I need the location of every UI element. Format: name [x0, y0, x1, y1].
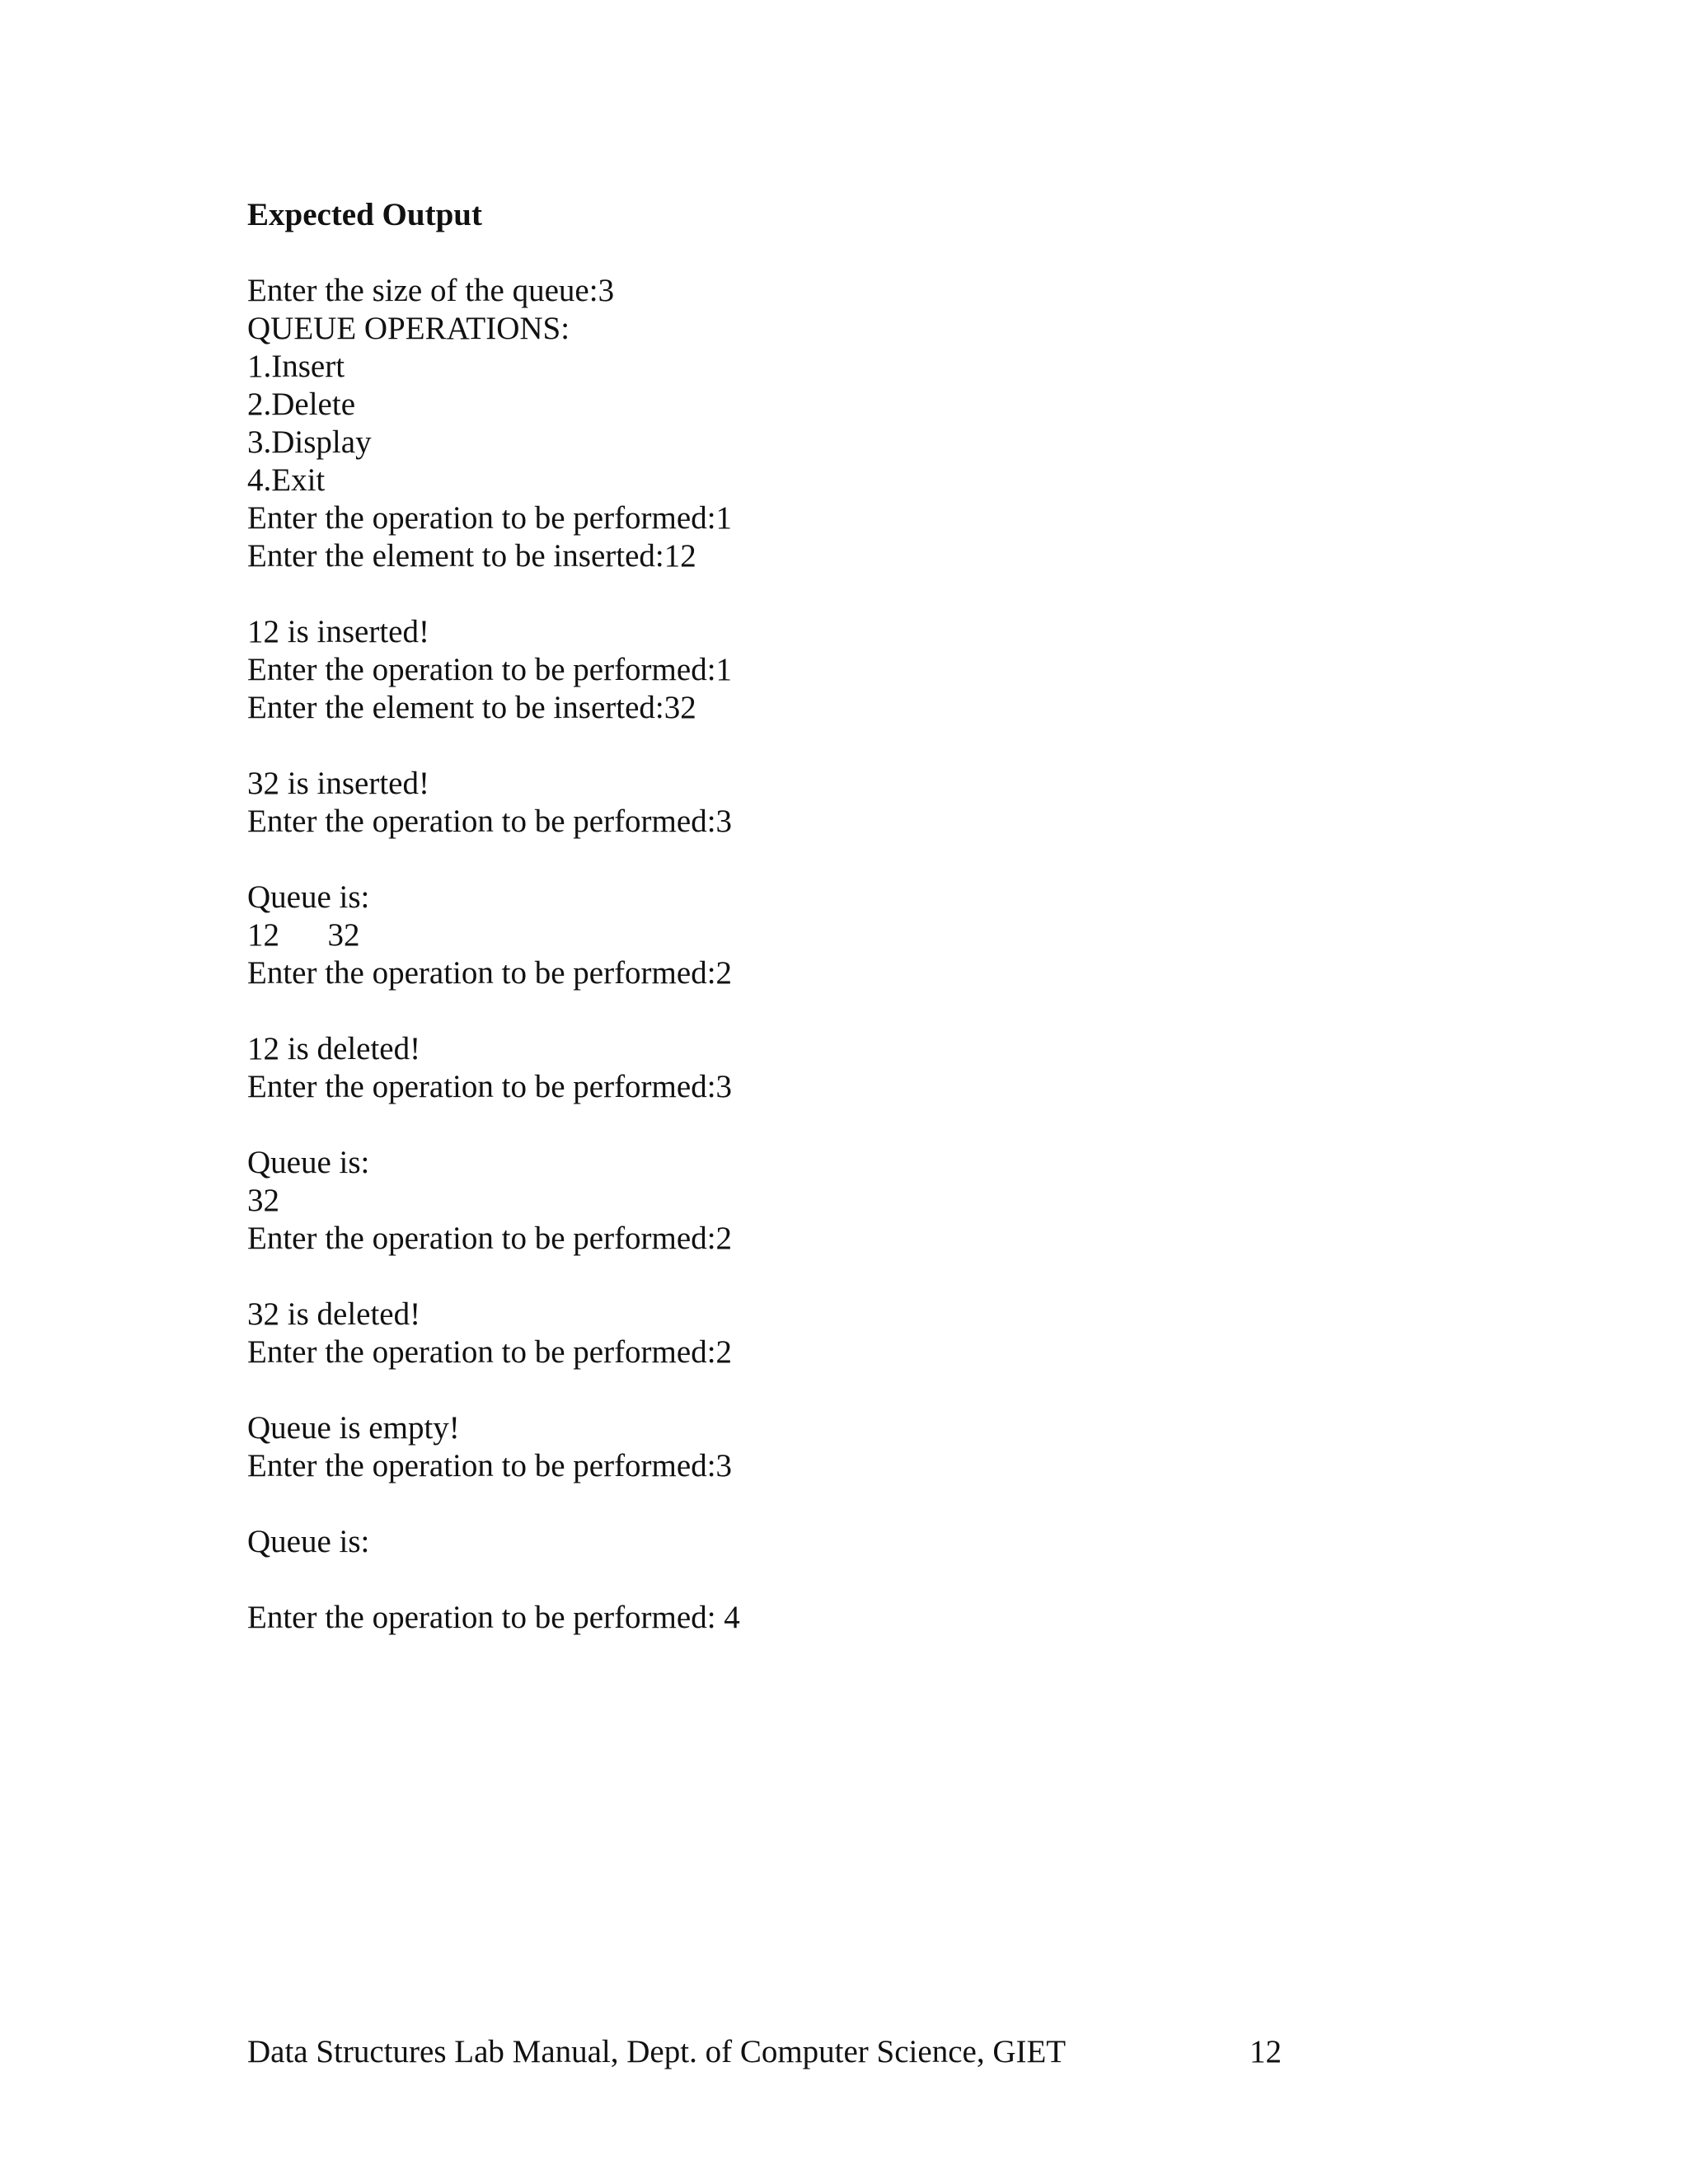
output-line: Enter the operation to be performed:3: [247, 1448, 733, 1483]
output-line: Enter the element to be inserted:32: [247, 690, 696, 725]
output-line: Queue is:: [247, 1524, 370, 1559]
output-line: Enter the operation to be performed:2: [247, 1334, 733, 1370]
output-line: 32: [247, 1183, 279, 1218]
output-line: Enter the operation to be performed: 4: [247, 1600, 740, 1635]
output-line: Enter the operation to be performed:3: [247, 804, 733, 839]
blank-line: [247, 1485, 740, 1523]
output-line: Queue is:: [247, 879, 370, 915]
output-line: 32 is inserted!: [247, 766, 429, 801]
output-line: Enter the operation to be performed:1: [247, 652, 733, 687]
output-line: Enter the element to be inserted:12: [247, 538, 696, 574]
output-line: Enter the operation to be performed:1: [247, 500, 733, 536]
output-line: 12 is inserted!: [247, 614, 429, 649]
output-line: 2.Delete: [247, 387, 356, 422]
blank-line: [247, 575, 740, 613]
output-line: Enter the operation to be performed:2: [247, 955, 733, 991]
output-line: Queue is:: [247, 1145, 370, 1180]
blank-line: [247, 727, 740, 765]
blank-line: [247, 841, 740, 879]
output-line: 32 is deleted!: [247, 1296, 421, 1332]
section-heading: Expected Output: [247, 197, 482, 232]
output-line: QUEUE OPERATIONS:: [247, 311, 570, 346]
program-output: [247, 272, 740, 1637]
output-line: 4.Exit: [247, 462, 326, 498]
output-line: Queue is empty!: [247, 1410, 460, 1446]
blank-line: [247, 992, 740, 1030]
blank-line: [247, 1106, 740, 1144]
blank-line: [247, 1561, 740, 1599]
output-line: Enter the operation to be performed:2: [247, 1221, 733, 1256]
output-line: 12 32: [247, 917, 360, 953]
output-line: Enter the operation to be performed:3: [247, 1069, 733, 1104]
page-number: 12: [1250, 2034, 1282, 2069]
blank-line: [247, 1371, 740, 1409]
output-line: 1.Insert: [247, 349, 345, 384]
output-line: 3.Display: [247, 424, 372, 460]
blank-line: [247, 1258, 740, 1296]
output-line: 12 is deleted!: [247, 1031, 421, 1066]
page-footer: Data Structures Lab Manual, Dept. of Computer Science, GIET: [247, 2034, 1067, 2069]
output-line: Enter the size of the queue:3: [247, 273, 615, 308]
